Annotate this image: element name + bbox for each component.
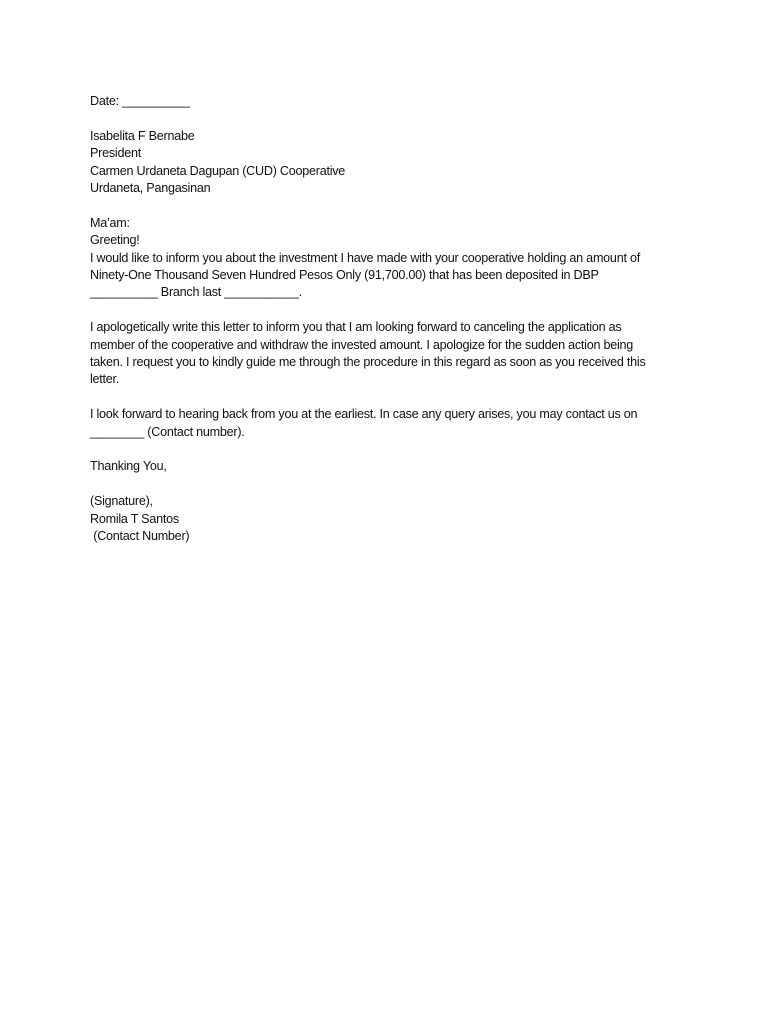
paragraph-line: I apologetically write this letter to inform you that I am looking forward to canceling the application as: [90, 320, 622, 335]
paragraph-line: I would like to inform you about the investment I have made with your cooperative holding an amount of: [90, 250, 640, 265]
salutation: Ma’am:: [90, 215, 130, 230]
paragraph-line: Ninety-One Thousand Seven Hundred Pesos Only (91,700.00) that has been deposited in DBP: [90, 268, 599, 283]
spacer: [90, 441, 680, 458]
spacer: [90, 197, 680, 214]
signer-name: Romila T Santos: [90, 511, 179, 526]
spacer: [90, 302, 680, 319]
recipient-title: President: [90, 146, 141, 161]
paragraph-line: member of the cooperative and withdraw the invested amount. I apologize for the sudden action being: [90, 337, 634, 352]
paragraph-line: ________ (Contact number).: [90, 424, 245, 439]
closing: Thanking You,: [90, 459, 167, 474]
recipient-organization: Carmen Urdaneta Dagupan (CUD) Cooperative: [90, 163, 346, 178]
recipient-block: [90, 128, 680, 198]
paragraph-withdrawal: [90, 319, 680, 389]
paragraph-line: I look forward to hearing back from you at the earliest. In case any query arises, you may contact us on: [90, 407, 638, 422]
recipient-name: Isabelita F Bernabe: [90, 128, 195, 143]
spacer: [90, 389, 680, 406]
spacer: [90, 110, 680, 127]
signer-contact: (Contact Number): [90, 529, 190, 544]
spacer: [90, 476, 680, 493]
date-line: Date: __________: [90, 94, 190, 108]
paragraph-investment: [90, 250, 680, 302]
paragraph-line: taken. I request you to kindly guide me through the procedure in this regard as soon as you received this: [90, 355, 646, 370]
greeting: Greeting!: [90, 233, 140, 248]
paragraph-line: letter.: [90, 372, 120, 387]
paragraph-line: __________ Branch last ___________.: [90, 285, 302, 300]
signature-line: (Signature),: [90, 494, 153, 509]
recipient-location: Urdaneta, Pangasinan: [90, 181, 211, 196]
paragraph-contact: [90, 406, 680, 441]
signature-block: [90, 493, 680, 545]
